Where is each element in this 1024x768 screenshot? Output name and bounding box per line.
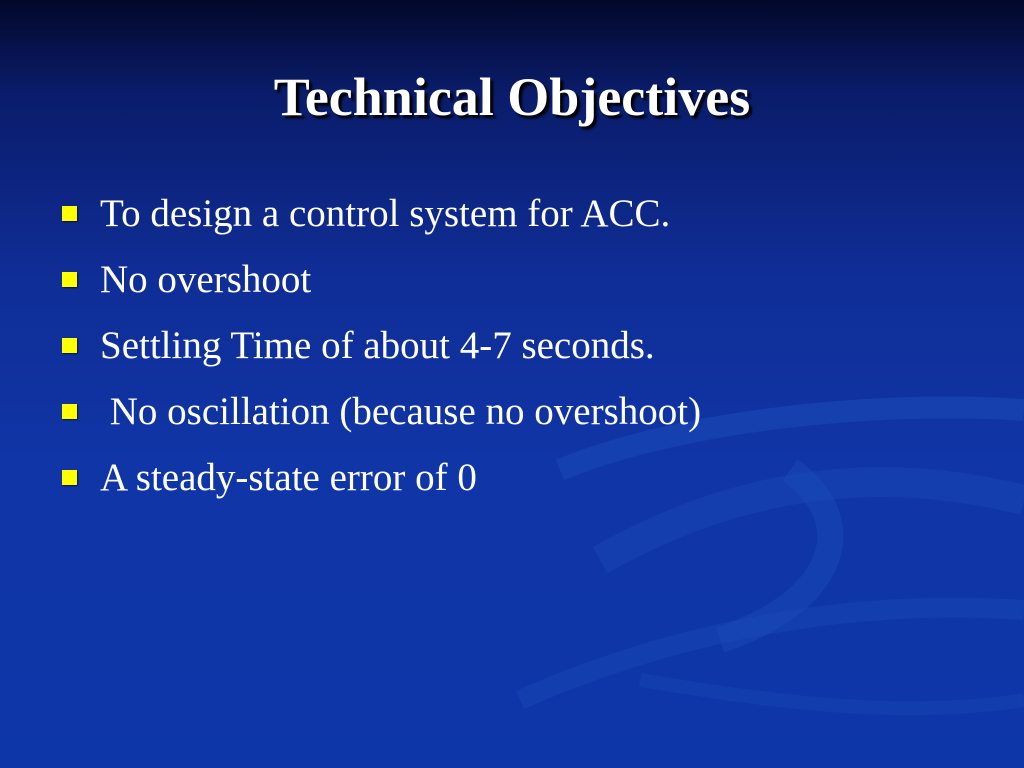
square-bullet-icon — [62, 470, 77, 485]
square-bullet-icon — [62, 338, 77, 353]
square-bullet-icon — [62, 404, 77, 419]
bullet-text: No oscillation (because no overshoot) — [100, 390, 702, 433]
bullet-list — [62, 188, 702, 518]
slide-title: Technical Objectives — [273, 67, 751, 127]
bullet-text: To design a control system for ACC. — [100, 192, 671, 235]
square-bullet-icon — [62, 206, 77, 221]
bullet-text: Settling Time of about 4-7 seconds. — [100, 324, 655, 367]
bullet-item — [62, 452, 477, 518]
bullet-text: A steady-state error of 0 — [100, 456, 477, 499]
square-bullet-icon — [62, 272, 77, 287]
bullet-text: No overshoot — [100, 258, 312, 301]
bullet-item — [62, 386, 702, 452]
bullet-item — [62, 254, 312, 320]
bullet-item — [62, 188, 671, 254]
bullet-item — [62, 320, 655, 386]
